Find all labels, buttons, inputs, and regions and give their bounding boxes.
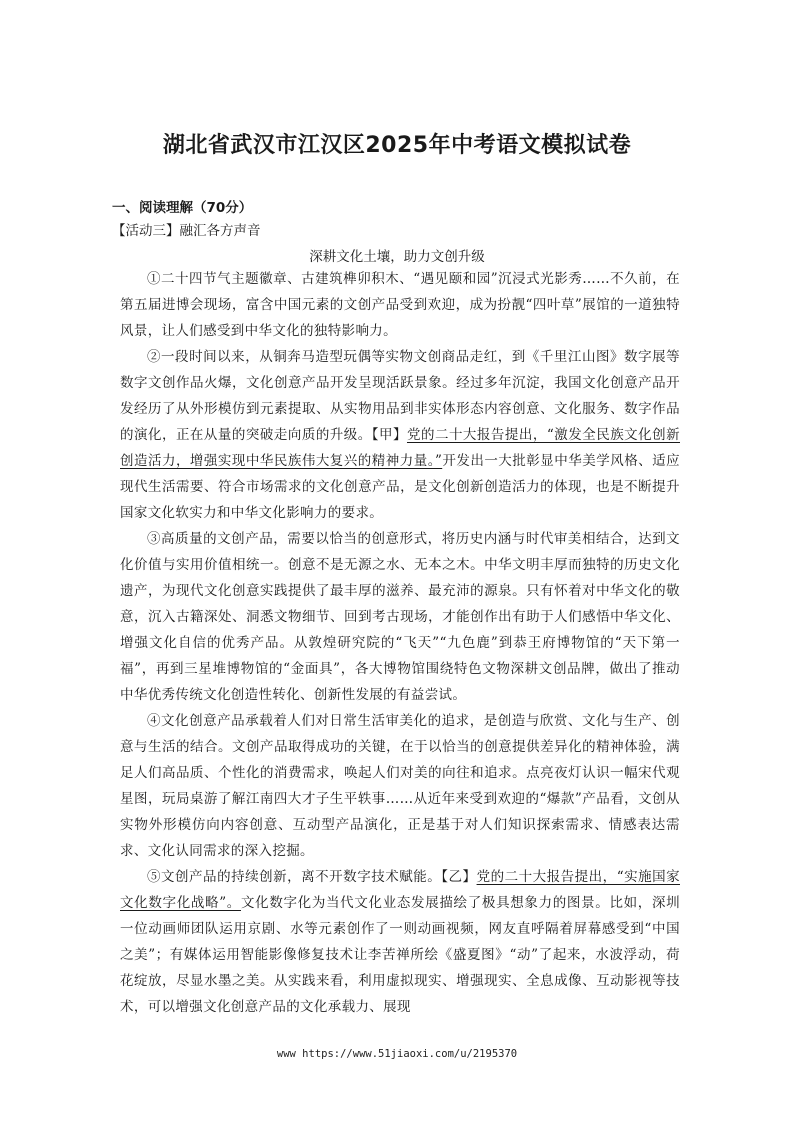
- paragraph-5-underlined-quote: 党的二十大报告提出，“实施国家文化数字化战略”。: [120, 869, 680, 911]
- paragraph-2: [120, 344, 680, 526]
- article-body: [120, 266, 680, 1020]
- paragraph-2-underlined-quote: 党的二十大报告提出，“激发全民族文化创新创造活力，增强实现中华民族伟大复兴的精神力量。”: [120, 427, 680, 469]
- section-heading: 一、阅读理解（70分）: [112, 200, 253, 216]
- footer-watermark-url[interactable]: www https://www.51jiaoxi.com/u/2195370: [276, 1048, 518, 1060]
- paragraph-3: ③高质量的文创产品，需要以恰当的创意形式，将历史内涵与时代审美相结合，达到文化价值与实用价值相统一。创意不是无源之水、无本之木。中华文明丰厚而独特的历史文化遗产，为现代文化创意实践提供了最丰厚的滋养、最充沛的源泉。只有怀着对中华文化的敬意，沉入古籍深处、洞悉文物细节、回到考古现场，才能创作出有助于人们感悟中华文化、增强文化自信的优秀产品。从敦煌研究院的“飞天”“九色鹿”到恭王府博物馆的“天下第一福”，再到三星堆博物馆的“金面具”，各大博物馆围绕特色文物深耕文创品牌，做出了推动中华优秀传统文化创造性转化、创新性发展的有益尝试。: [120, 531, 680, 703]
- activity-label: 【活动三】融汇各方声音: [112, 223, 261, 239]
- paragraph-5-text-b: 文化数字化为当代文化业态发展描绘了极具想象力的图景。比如，深圳一位动画师团队运用京剧、水等元素创作了一则动画视频，网友直呼隔着屏幕感受到“中国之美”；有媒体运用智能影像修复技术让李苦禅所绘《盛夏图》“动”了起来，水波浮动，荷花绽放，尽显水墨之美。从实践来看，利用虚拟现实、增强现实、全息成像、互动影视等技术，可以增强文化创意产品的文化承载力、展现: [120, 895, 680, 1015]
- page-title: 湖北省武汉市江汉区2025年中考语文模拟试卷: [162, 133, 632, 158]
- paragraph-2-text-b: 开发出一大批彰显中华美学风格、适应现代生活需要、符合市场需求的文化创意产品，是文化创新创造活力的体现，也是不断提升国家文化软实力和中华文化影响力的要求。: [120, 453, 680, 521]
- paragraph-2-text-a: ②一段时间以来，从铜奔马造型玩偶等实物文创商品走红，到《千里江山图》数字展等数字文创作品火爆，文化创意产品开发呈现活跃景象。经过多年沉淀，我国文化创意产品开发经历了从外形模仿到元素提取、从实物用品到非实体形态内容创意、文化服务、数字作品的演化，正在从量的突破走向质的升级。【甲】: [120, 349, 680, 443]
- paragraph-5-text-a: ⑤文创产品的持续创新，离不开数字技术赋能。【乙】: [147, 869, 477, 885]
- paragraph-5: [120, 864, 680, 1020]
- paragraph-4: ④文化创意产品承载着人们对日常生活审美化的追求，是创造与欣赏、文化与生产、创意与生活的结合。文创产品取得成功的关键，在于以恰当的创意提供差异化的精神体验，满足人们高品质、个性化的消费需求，唤起人们对美的向往和追求。点亮夜灯认识一幅宋代观星图，玩局桌游了解江南四大才子生平轶事……从近年来受到欢迎的“爆款”产品看，文创从实物外形模仿向内容创意、互动型产品演化，正是基于对人们知识探索需求、情感表达需求、文化认同需求的深入挖掘。: [120, 713, 680, 859]
- paragraph-1: ①二十四节气主题徽章、古建筑榫卯积木、“遇见颐和园”沉浸式光影秀……不久前，在第五届进博会现场，富含中国元素的文创产品受到欢迎，成为扮靓“四叶草”展馆的一道独特风景，让人们感受到中华文化的独特影响力。: [120, 271, 680, 339]
- article-title: 深耕文化土壤，助力文创升级: [309, 249, 485, 265]
